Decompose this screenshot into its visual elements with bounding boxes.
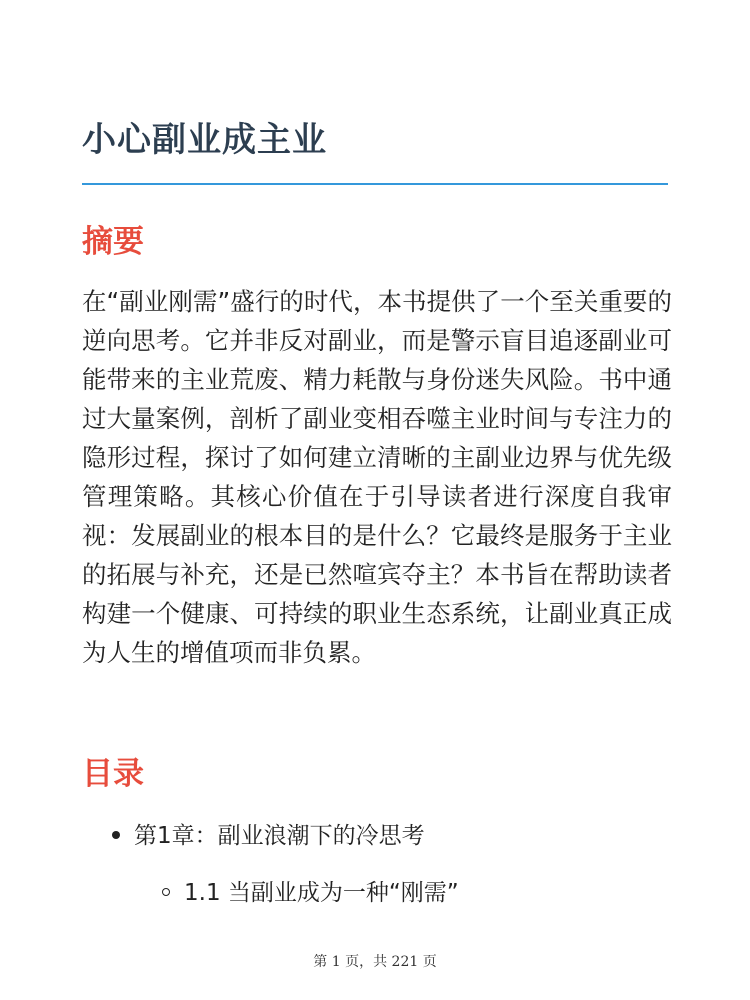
document-title: 小心副业成主业 bbox=[82, 120, 327, 160]
toc-item-section-1-1[interactable] bbox=[162, 877, 459, 909]
title-divider bbox=[82, 183, 668, 185]
bullet-disc-icon bbox=[112, 831, 120, 839]
toc-item-chapter-1[interactable] bbox=[112, 820, 425, 852]
abstract-paragraph: 在“副业刚需”盛行的时代，本书提供了一个至关重要的逆向思考。它并非反对副业，而是警示盲目追逐副业可能带来的主业荒废、精力耗散与身份迷失风险。书中通过大量案例，剖析了副业变相吞噬主业时间与专注力的隐形过程，探讨了如何建立清晰的主副业边界与优先级管理策略。其核心价值在于引导读者进行深度自我审视：发展副业的根本目的是什么？它最终是服务于主业的拓展与补充，还是已然喧宾夺主？本书旨在帮助读者构建一个健康、可持续的职业生态系统，让副业真正成为人生的增值项而非负累。 bbox=[82, 287, 672, 667]
toc-heading: 目录 bbox=[82, 756, 144, 792]
page-footer: 第 1 页，共 221 页 bbox=[313, 954, 437, 970]
bullet-circle-icon bbox=[162, 888, 170, 896]
toc-item-label: 1.1 当副业成为一种“刚需” bbox=[184, 880, 459, 906]
abstract-heading: 摘要 bbox=[82, 224, 144, 260]
toc-item-label: 第1章：副业浪潮下的冷思考 bbox=[134, 823, 425, 849]
